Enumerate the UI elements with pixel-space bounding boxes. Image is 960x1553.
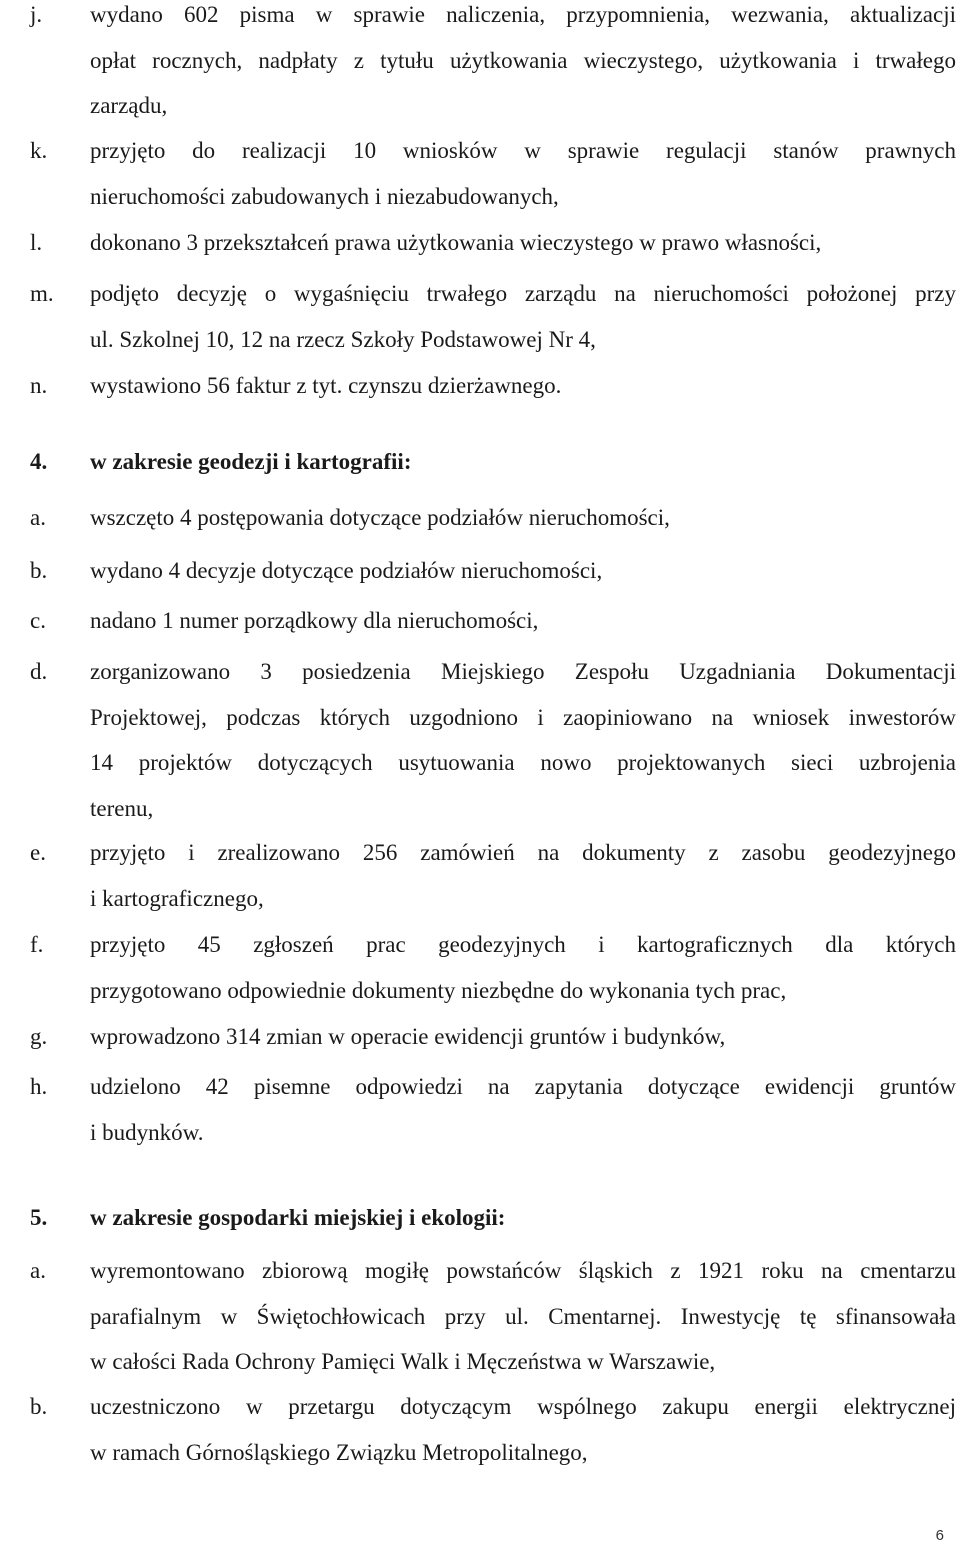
item-letter: h. — [30, 1074, 48, 1099]
item-letter: g. — [30, 1024, 48, 1049]
item-line: i kartograficznego, — [90, 885, 264, 911]
item-line: podjęto decyzję o wygaśnięciu trwałego zarządu na nieruchomości położonej przy — [90, 281, 956, 306]
item-line: 14 projektów dotyczących usytuowania nowo projektowanych sieci uzbrojenia — [90, 750, 956, 775]
item-letter: m. — [30, 281, 54, 306]
item-letter: f. — [30, 932, 44, 957]
item-line: uczestniczono w przetargu dotyczącym wspólnego zakupu energii elektrycznej — [90, 1394, 956, 1419]
item-line: przyjęto 45 zgłoszeń prac geodezyjnych i kartograficznych dla których — [90, 932, 956, 957]
item-letter: e. — [30, 840, 46, 865]
item-line: i budynków. — [90, 1119, 204, 1145]
item-line: parafialnym w Świętochłowicach przy ul. Cmentarnej. Inwestycję tę sfinansowała — [90, 1303, 956, 1329]
item-line: wydano 602 pisma w sprawie naliczenia, przypomnienia, wezwania, aktualizacji — [90, 2, 956, 27]
item-letter: n. — [30, 373, 48, 398]
item-letter: c. — [30, 608, 46, 633]
section-number: 4. — [30, 449, 48, 474]
item-line: w ramach Górnośląskiego Związku Metropolitalnego, — [90, 1439, 588, 1465]
item-line: przyjęto i zrealizowano 256 zamówień na dokumenty z zasobu geodezyjnego — [90, 840, 956, 865]
item-letter: a. — [30, 505, 46, 530]
item-line: wyremontowano zbiorową mogiłę powstańców śląskich z 1921 roku na cmentarzu — [90, 1258, 956, 1283]
section-title: w zakresie gospodarki miejskiej i ekologii: — [90, 1205, 506, 1230]
item-line: wydano 4 decyzje dotyczące podziałów nieruchomości, — [90, 558, 603, 583]
section-title: w zakresie geodezji i kartografii: — [90, 449, 412, 474]
item-letter: b. — [30, 1394, 48, 1419]
page-number: 6 — [935, 1527, 944, 1544]
item-letter: l. — [30, 230, 43, 255]
item-line: w całości Rada Ochrony Pamięci Walk i Męczeństwa w Warszawie, — [90, 1349, 716, 1374]
item-line: Projektowej, podczas których uzgodniono i zaopiniowano na wniosek inwestorów — [90, 704, 956, 730]
item-line: zorganizowano 3 posiedzenia Miejskiego Zespołu Uzgadniania Dokumentacji — [90, 659, 956, 684]
item-line: wystawiono 56 faktur z tyt. czynszu dzierżawnego. — [90, 373, 562, 398]
item-line: wszczęto 4 postępowania dotyczące podziałów nieruchomości, — [90, 505, 670, 530]
item-letter: j. — [30, 2, 43, 27]
item-line: przyjęto do realizacji 10 wniosków w sprawie regulacji stanów prawnych — [90, 138, 956, 163]
item-letter: k. — [30, 138, 48, 163]
item-line: dokonano 3 przekształceń prawa użytkowania wieczystego w prawo własności, — [90, 230, 822, 255]
item-line: ul. Szkolnej 10, 12 na rzecz Szkoły Podstawowej Nr 4, — [90, 326, 596, 352]
item-line: nieruchomości zabudowanych i niezabudowanych, — [90, 183, 559, 209]
item-line: udzielono 42 pisemne odpowiedzi na zapytania dotyczące ewidencji gruntów — [90, 1074, 956, 1099]
item-letter: d. — [30, 659, 48, 684]
item-line: zarządu, — [90, 93, 168, 118]
item-letter: b. — [30, 558, 48, 583]
item-line: nadano 1 numer porządkowy dla nieruchomości, — [90, 608, 539, 633]
item-line: opłat rocznych, nadpłaty z tytułu użytkowania wieczystego, użytkowania i trwałego — [90, 47, 956, 73]
item-line: przygotowano odpowiednie dokumenty niezbędne do wykonania tych prac, — [90, 977, 787, 1003]
section-number: 5. — [30, 1205, 48, 1230]
item-line: wprowadzono 314 zmian w operacie ewidencji gruntów i budynków, — [90, 1024, 726, 1049]
item-letter: a. — [30, 1258, 46, 1283]
item-line: terenu, — [90, 795, 154, 821]
